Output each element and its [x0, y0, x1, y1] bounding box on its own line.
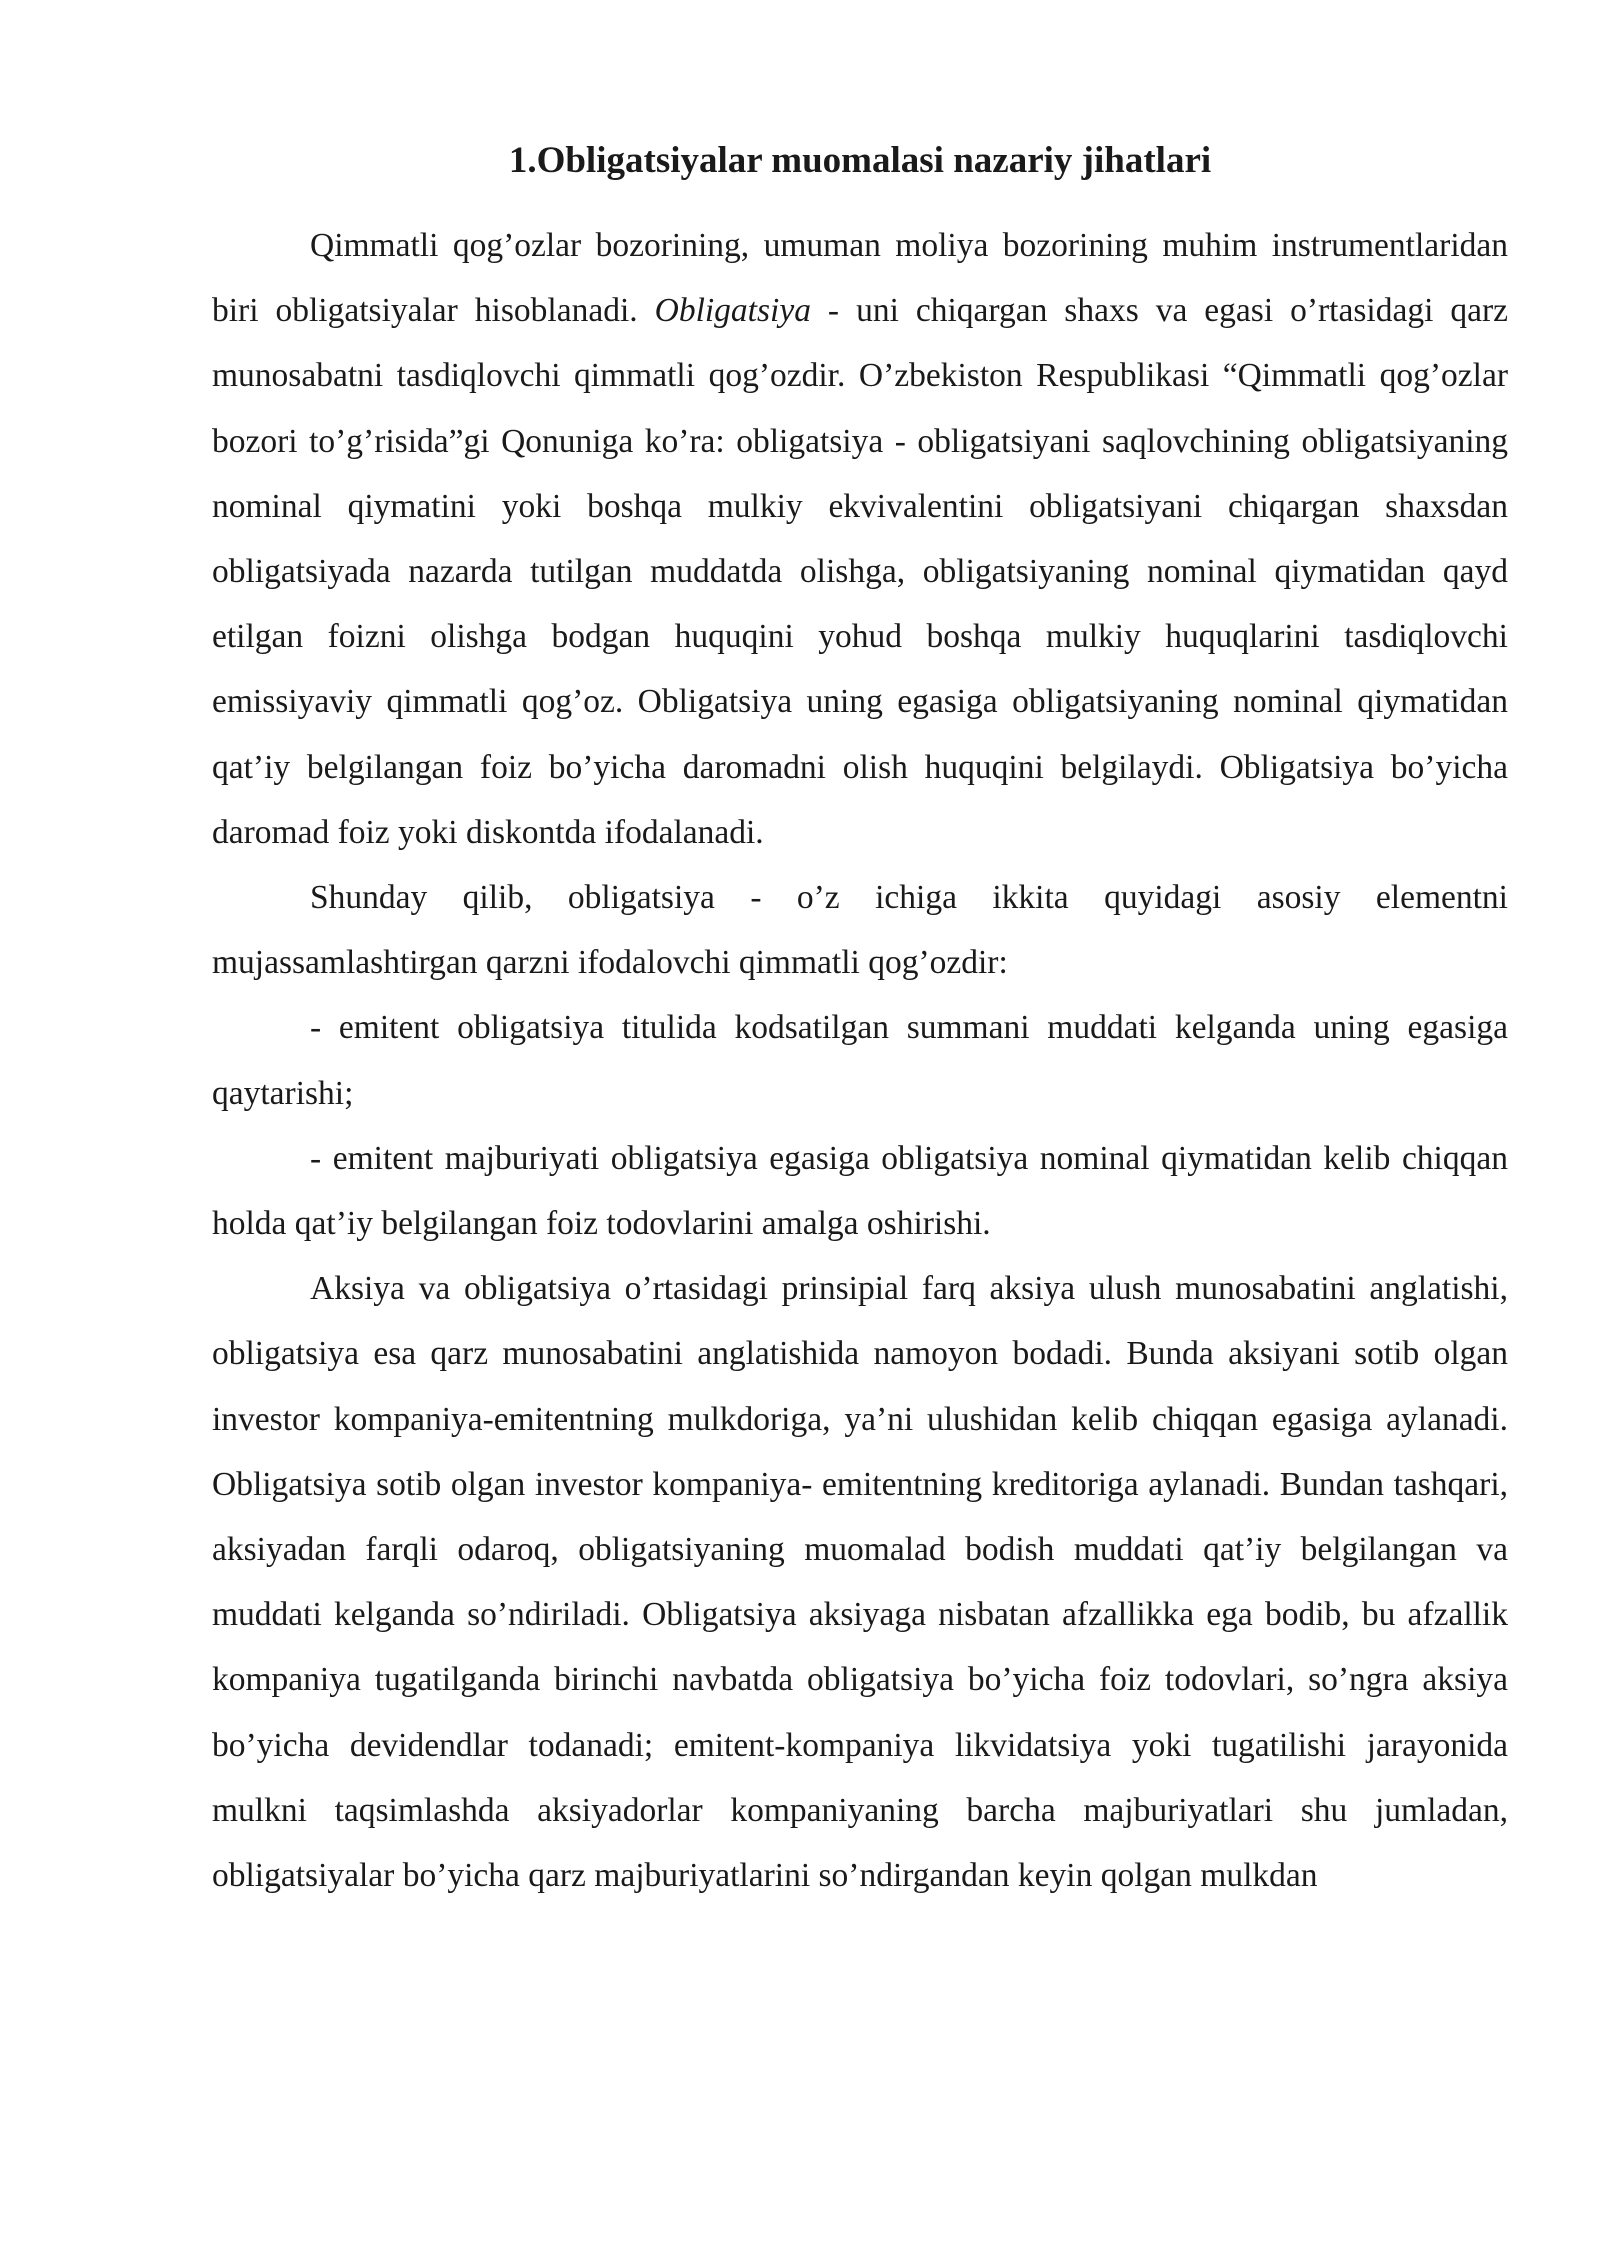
paragraph-definition: [212, 213, 1508, 865]
paragraph-comparison: Aksiya va obligatsiya o’rtasidagi prinsipial farq aksiya ulush munosabatini anglatishi, obligatsiya esa qarz munosabatini anglatishida namoyon bodadi. Bunda aksiyani sotib olgan investor kompaniya-emitentning mulkdoriga, ya’ni ulushidan kelib chiqqan egasiga aylanadi. Obligatsiya sotib olgan investor kompaniya- emitentning kreditoriga aylanadi. Bundan tashqari, aksiyadan farqli odaroq, obligatsiyaning muomalad bodish muddati qat’iy belgilangan va muddati kelganda so’ndiriladi. Obligatsiya aksiyaga nisbatan afzallikka ega bodib, bu afzallik kompaniya tugatilganda birinchi navbatda obligatsiya bo’yicha foiz todovlari, so’ngra aksiya bo’yicha devidendlar todanadi; emitent-kompaniya likvidatsiya yoki tugatilishi jarayonida mulkni taqsimlashda aksiyadorlar kompaniyaning barcha majburiyatlari shu jumladan, obligatsiyalar bo’yicha qarz majburiyatlarini so’ndirgandan keyin qolgan mulkdan: [212, 1270, 1508, 1895]
list-item-interest: - emitent majburiyati obligatsiya egasiga obligatsiya nominal qiymatidan kelib chiqqan holda qat’iy belgilangan foiz todovlarini amalga oshirishi.: [212, 1139, 1508, 1243]
list-item-repayment: - emitent obligatsiya titulida kodsatilgan summani muddati kelganda uning egasiga qaytarishi;: [212, 1009, 1508, 1112]
paragraph-elements-intro: Shunday qilib, obligatsiya - o’z ichiga ikkita quyidagi asosiy elementni mujassamlashtirgan qarzni ifodalovchi qimmatli qog’ozdir:: [212, 879, 1508, 982]
document-title: 1.Obligatsiyalar muomalasi nazariy jihatlari: [508, 140, 1212, 181]
paragraph-definition-intro: Qimmatli qog’ozlar bozorining, umuman moliya bozorining muhim instrumentlaridan biri obligatsiyalar hisoblanadi.: [212, 227, 1508, 330]
paragraph-definition-body: - uni chiqargan shaxs va egasi o’rtasidagi qarz munosabatni tasdiqlovchi qimmatli qog’ozdir. O’zbekiston Respublikasi “Qimmatli qog’ozlar bozori to’g’risida”gi Qonuniga ko’ra: obligatsiya - obligatsiyani saqlovchining obligatsiyaning nominal qiymatini yoki boshqa mulkiy ekvivalentini obligatsiyani chiqargan shaxsdan obligatsiyada nazarda tutilgan muddatda olishga, obligatsiyaning nominal qiymatidan qayd etilgan foizni olishga bodgan huquqini yohud boshqa mulkiy huquqlarini tasdiqlovchi emissiyaviy qimmatli qog’oz. Obligatsiya uning egasiga obligatsiyaning nominal qiymatidan qat’iy belgilangan foiz bo’yicha daromadni olish huquqini belgilaydi. Obligatsiya bo’yicha daromad foiz yoki diskontda ifodalanadi.: [212, 292, 1508, 851]
document-page: [212, 136, 1508, 1908]
term-obligatsiya: Obligatsiya: [654, 292, 811, 330]
